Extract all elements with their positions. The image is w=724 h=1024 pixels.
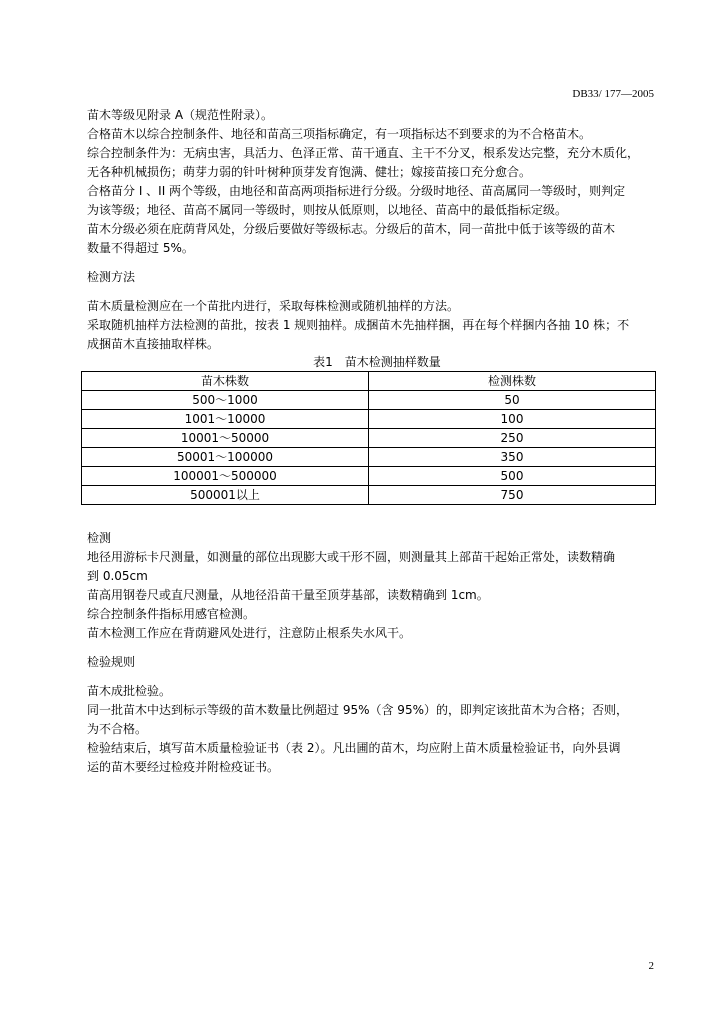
table-caption: 表1 苗木检测抽样数量 xyxy=(313,355,441,369)
paragraph-line: 合格苗分 I 、II 两个等级，由地径和苗高两项指标进行分级。分级时地径、苗高属同一等级时，则判定 xyxy=(87,184,626,198)
table-row xyxy=(82,410,656,429)
section-heading-method: 检测方法 xyxy=(87,270,136,284)
table-cell: 500 xyxy=(369,467,656,486)
paragraph-line: 苗木分级必须在庇荫背风处，分级后要做好等级标志。分级后的苗木，同一苗批中低于该等级的苗木 xyxy=(87,222,616,236)
table-row xyxy=(82,486,656,505)
table-cell: 10001～50000 xyxy=(82,429,369,448)
header-cell-plant-count: 苗木株数 xyxy=(82,372,369,391)
table-cell: 350 xyxy=(369,448,656,467)
table-header-row xyxy=(82,372,656,391)
paragraph-line: 苗木成批检验。 xyxy=(87,684,172,698)
test-section xyxy=(87,548,667,643)
paragraph-line: 综合控制条件指标用感官检测。 xyxy=(87,607,256,621)
paragraph-line: 苗木检测工作应在背荫避风处进行，注意防止根系失水风干。 xyxy=(87,626,412,640)
paragraph-line: 检验结束后，填写苗木质量检验证书（表 2）。凡出圃的苗木，均应附上苗木质量检验证书，向外县调 xyxy=(87,741,621,755)
table-cell: 250 xyxy=(369,429,656,448)
sampling-table xyxy=(81,371,656,505)
table-row xyxy=(82,467,656,486)
rules-section xyxy=(87,682,667,777)
header-cell-sample-count: 检测株数 xyxy=(369,372,656,391)
paragraph-line: 采取随机抽样方法检测的苗批，按表 1 规则抽样。成捆苗木先抽样捆，再在每个样捆内各抽 10 株；不 xyxy=(87,318,630,332)
table-cell: 1001～10000 xyxy=(82,410,369,429)
paragraph-line: 为不合格。 xyxy=(87,722,148,736)
table-row xyxy=(82,429,656,448)
grading-section xyxy=(87,106,667,258)
paragraph-line: 地径用游标卡尺测量，如测量的部位出现膨大或干形不圆，则测量其上部苗干起始正常处，读数精确 xyxy=(87,550,616,564)
table-cell: 500～1000 xyxy=(82,391,369,410)
page-content xyxy=(87,106,667,777)
paragraph-line: 苗木质量检测应在一个苗批内进行，采取每株检测或随机抽样的方法。 xyxy=(87,299,460,313)
table-cell: 500001以上 xyxy=(82,486,369,505)
table-cell: 50001～100000 xyxy=(82,448,369,467)
table-cell: 750 xyxy=(369,486,656,505)
page-number: 2 xyxy=(648,960,654,972)
table-cell: 100001～500000 xyxy=(82,467,369,486)
paragraph-line: 为该等级；地径、苗高不属同一等级时，则按从低原则，以地径、苗高中的最低指标定级。 xyxy=(87,203,568,217)
section-heading-rules: 检验规则 xyxy=(87,655,136,669)
paragraph-line: 同一批苗木中达到标示等级的苗木数量比例超过 95%（含 95%）的，即判定该批苗木为合格；否则， xyxy=(87,703,628,717)
paragraph-line: 综合控制条件为：无病虫害，具活力、色泽正常、苗干通直、主干不分叉，根系发达完整，充分木质化， xyxy=(87,146,640,160)
section-heading-test: 检测 xyxy=(87,531,112,545)
paragraph-line: 数量不得超过 5%。 xyxy=(87,241,194,255)
table-row xyxy=(82,391,656,410)
paragraph-line: 苗高用钢卷尺或直尺测量，从地径沿苗干量至顶芽基部，读数精确到 1cm。 xyxy=(87,588,489,602)
paragraph-line: 合格苗木以综合控制条件、地径和苗高三项指标确定，有一项指标达不到要求的为不合格苗木。 xyxy=(87,127,592,141)
paragraph-line: 成捆苗木直接抽取样株。 xyxy=(87,337,220,351)
paragraph-line: 无各种机械损伤；萌芽力弱的针叶树种顶芽发育饱满、健壮；嫁接苗接口充分愈合。 xyxy=(87,165,532,179)
document-code: DB33/ 177—2005 xyxy=(572,88,654,100)
method-section xyxy=(87,297,667,354)
table-cell: 100 xyxy=(369,410,656,429)
table-row xyxy=(82,448,656,467)
table-cell: 50 xyxy=(369,391,656,410)
paragraph-line: 到 0.05cm xyxy=(87,569,148,583)
paragraph-line: 苗木等级见附录 A（规范性附录）。 xyxy=(87,108,274,122)
paragraph-line: 运的苗木要经过检疫并附检疫证书。 xyxy=(87,760,280,774)
